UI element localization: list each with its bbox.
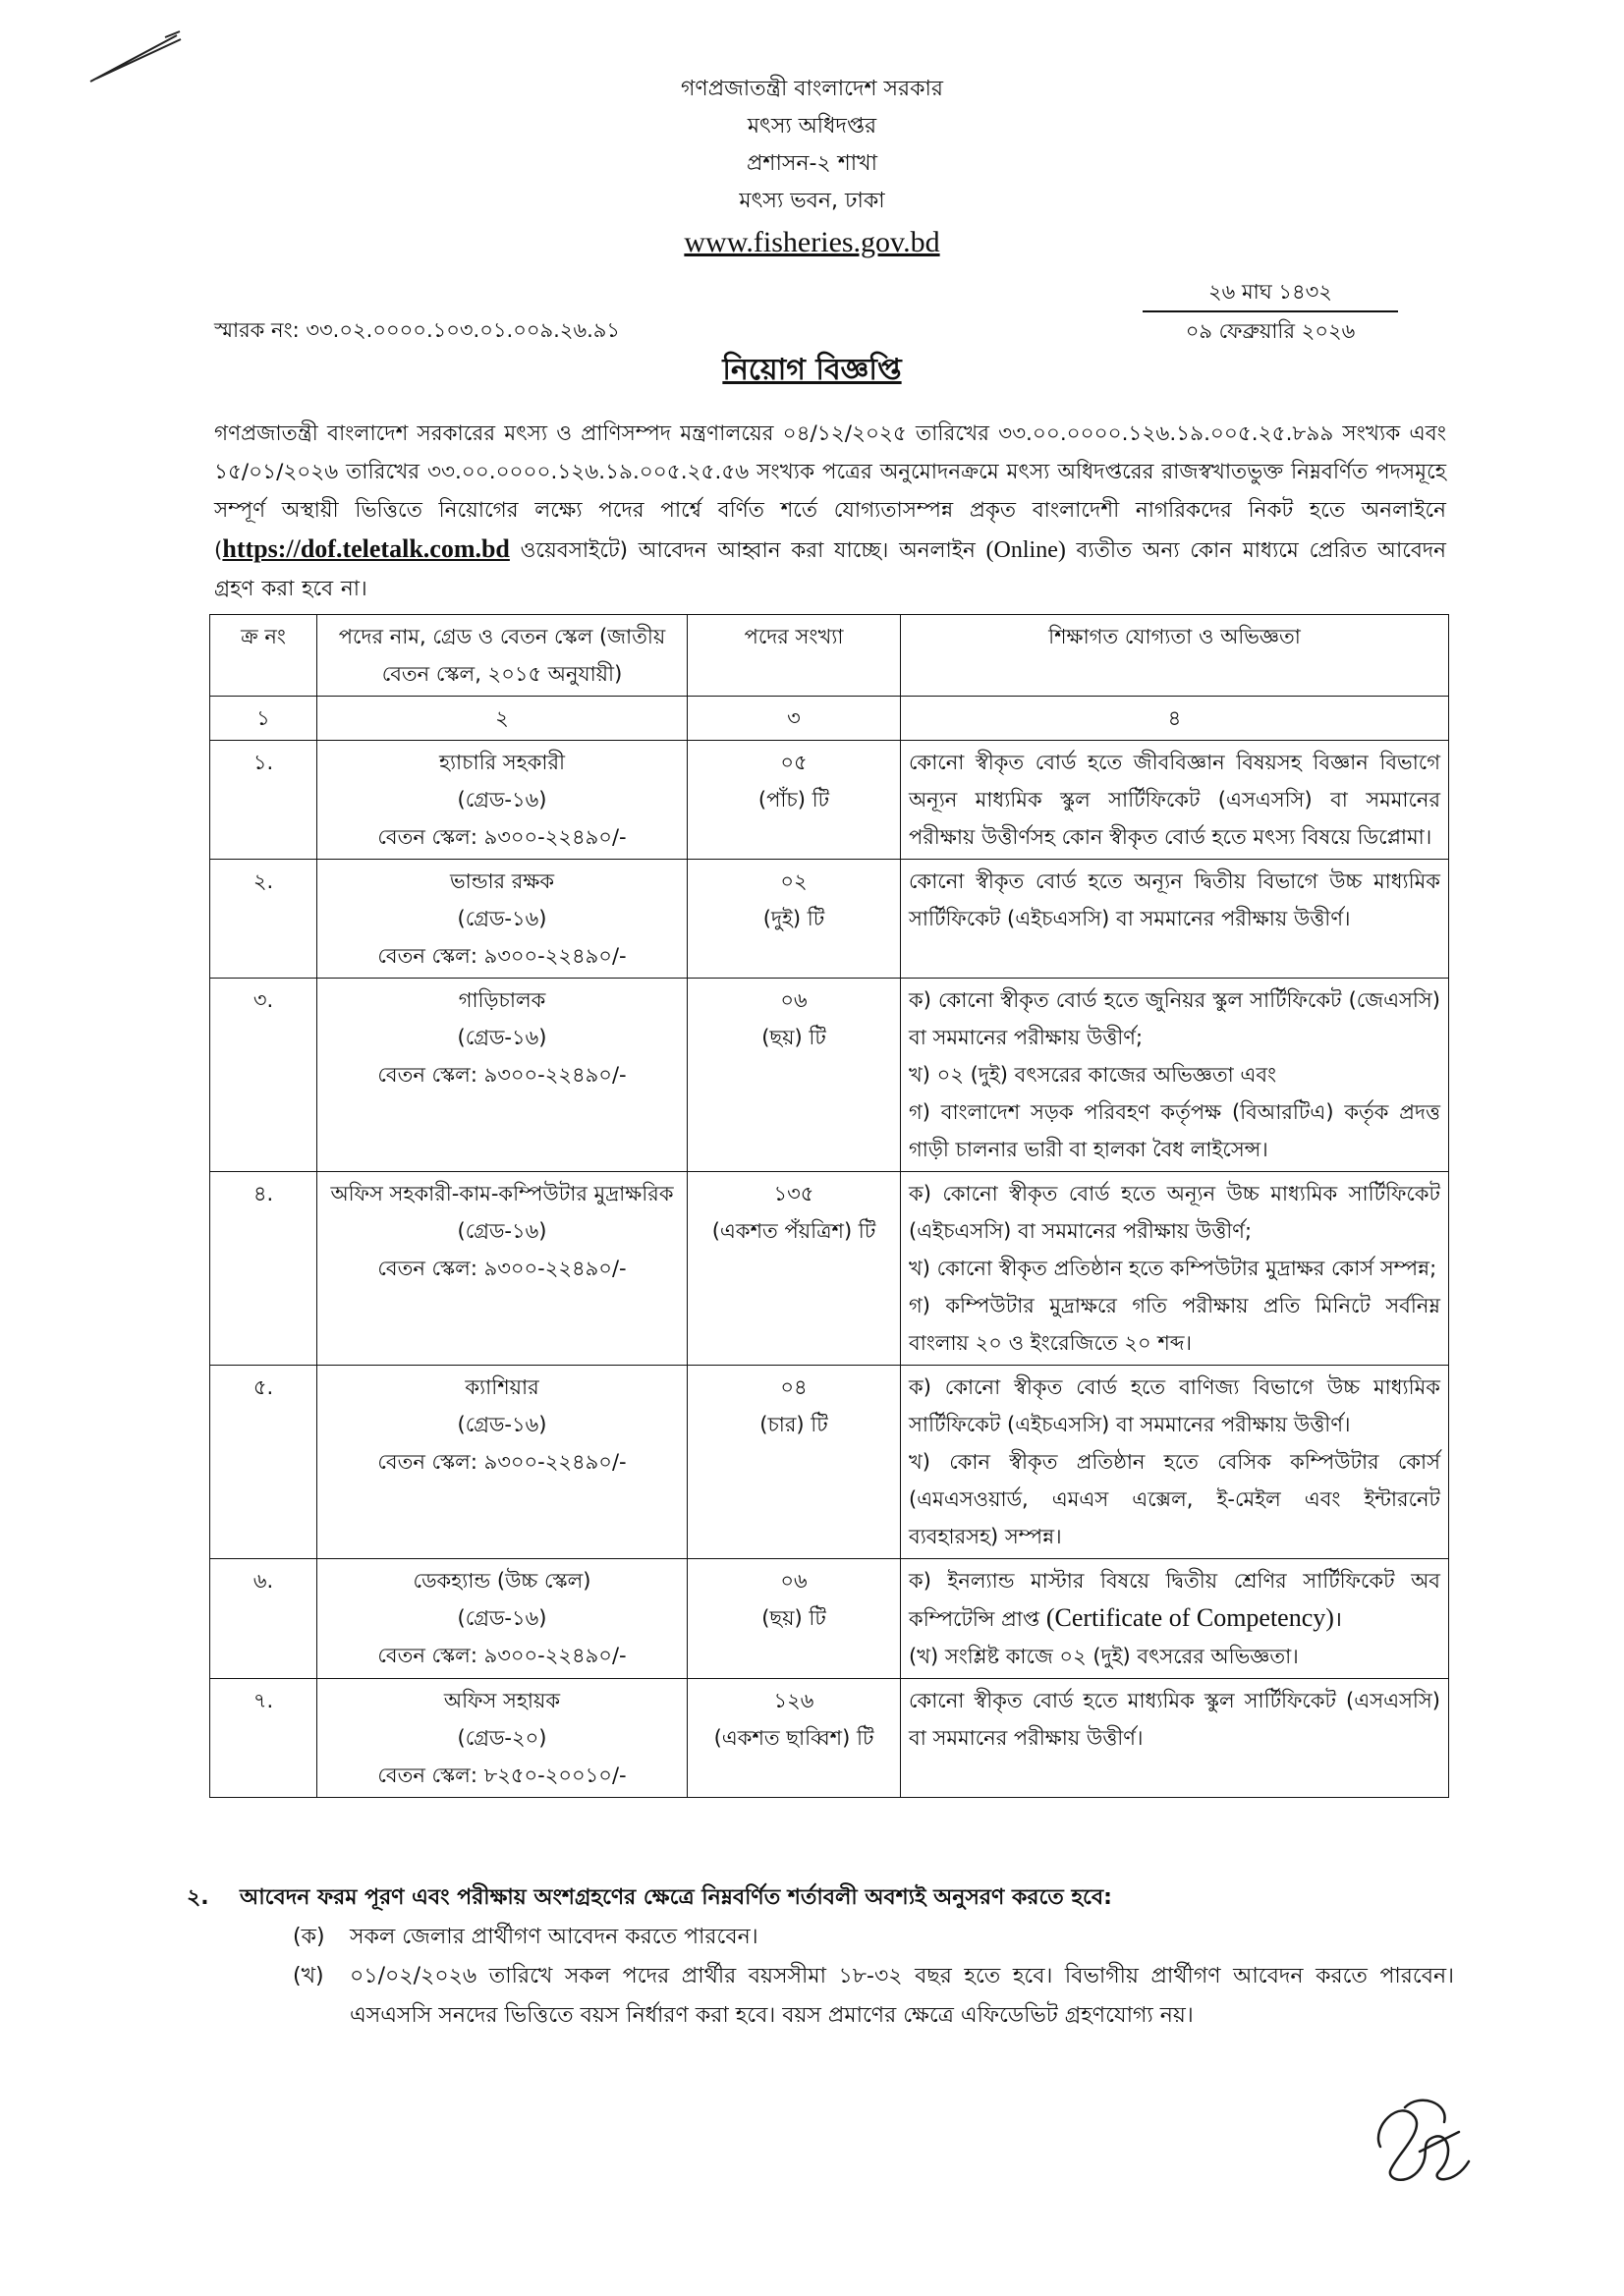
column-number-row xyxy=(210,697,1449,741)
post-name: ভান্ডার রক্ষক xyxy=(449,869,555,893)
qualification-latin: (Certificate of Competency) xyxy=(1045,1603,1334,1632)
column-number: ৪ xyxy=(901,697,1449,741)
post-cell xyxy=(317,860,688,979)
qualification-line: খ) ০২ (দুই) বৎসরের কাজের অভিজ্ঞতা এবং xyxy=(909,1063,1277,1087)
post-count-words: (দুই) টি xyxy=(762,907,825,930)
intro-text-3: ব্যতীত অন্য কোন মাধ্যমে প্রেরিত আবেদন গ্রহণ করা হবে না। xyxy=(214,538,1446,601)
post-name: ডেকহ্যান্ড (উচ্চ স্কেল) xyxy=(413,1569,591,1593)
conditions-heading xyxy=(187,1878,1454,1918)
letterhead xyxy=(0,71,1624,265)
table-row xyxy=(210,1172,1449,1366)
post-cell xyxy=(317,741,688,860)
post-grade: (গ্রেড-১৬) xyxy=(457,907,547,930)
post-count: ১২৬ xyxy=(773,1689,814,1712)
count-cell xyxy=(688,979,901,1172)
qualification-line: কোনো স্বীকৃত বোর্ড হতে অন্যূন দ্বিতীয় বিভাগে উচ্চ মাধ্যমিক সার্টিফিকেট (এইচএসসি) বা সমমানের পরীক্ষায় উত্তীর্ণ। xyxy=(909,869,1440,930)
serial-cell: ২. xyxy=(210,860,317,979)
section-heading: আবেদন ফরম পূরণ এবং পরীক্ষায় অংশগ্রহণের ক্ষেত্রে নিম্নবর্ণিত শর্তাবলী অবশ্যই অনুসরণ করতে হবে: xyxy=(240,1885,1112,1910)
post-grade: (গ্রেড-১৬) xyxy=(457,788,547,812)
condition-label: (খ) xyxy=(293,1964,324,1988)
branch-name: প্রশাসন-২ শাখা xyxy=(747,151,877,176)
table-row xyxy=(210,1679,1449,1798)
english-date: ০৯ ফেব্রুয়ারি ২০২৬ xyxy=(1185,319,1356,343)
count-cell xyxy=(688,860,901,979)
qualification-cell xyxy=(901,1366,1449,1559)
post-count-words: (পাঁচ) টি xyxy=(757,788,830,812)
office-address: মৎস্য ভবন, ঢাকা xyxy=(739,189,885,213)
qualification-line xyxy=(909,1562,1440,1638)
qualification-cell xyxy=(901,979,1449,1172)
serial-cell: ৪. xyxy=(210,1172,317,1366)
intro-text-2: ওয়েবসাইটে) আবেদন আহ্বান করা যাচ্ছে। অনলাইন xyxy=(509,538,986,563)
post-cell xyxy=(317,1679,688,1798)
post-count-words: (ছয়) টি xyxy=(761,1026,826,1049)
post-cell xyxy=(317,1172,688,1366)
application-link[interactable]: https://dof.teletalk.com.bd xyxy=(222,534,510,563)
table-row xyxy=(210,860,1449,979)
department-name: মৎস্য অধিদপ্তর xyxy=(747,114,877,139)
count-cell xyxy=(688,1366,901,1559)
qualification-line: গ) বাংলাদেশ সড়ক পরিবহণ কর্তৃপক্ষ (বিআরটিএ) কর্তৃক প্রদত্ত গাড়ী চালনার ভারী বা হালকা বৈধ লাইসেন্স। xyxy=(909,1100,1440,1161)
post-count-words: (ছয়) টি xyxy=(761,1606,826,1630)
post-scale: বেতন স্কেল: ৯৩০০-২২৪৯০/- xyxy=(377,1450,627,1474)
post-scale: বেতন স্কেল: ৮২৫০-২০০১০/- xyxy=(377,1764,627,1787)
column-number: ৩ xyxy=(688,697,901,741)
post-scale: বেতন স্কেল: ৯৩০০-২২৪৯০/- xyxy=(377,944,627,968)
qualification-cell xyxy=(901,1172,1449,1366)
table-row xyxy=(210,1366,1449,1559)
post-cell xyxy=(317,979,688,1172)
count-cell xyxy=(688,741,901,860)
qualification-text: । xyxy=(1333,1607,1342,1631)
qualification-line: খ) কোনো স্বীকৃত প্রতিষ্ঠান হতে কম্পিউটার মুদ্রাক্ষর কোর্স সম্পন্ন; xyxy=(909,1257,1437,1280)
serial-cell: ৩. xyxy=(210,979,317,1172)
condition-text: সকল জেলার প্রার্থীগণ আবেদন করতে পারবেন। xyxy=(350,1925,758,1949)
post-grade: (গ্রেড-১৬) xyxy=(457,1026,547,1049)
header-serial: ক্র নং xyxy=(210,615,317,697)
post-count: ১৩৫ xyxy=(773,1182,814,1205)
post-scale: বেতন স্কেল: ৯৩০০-২২৪৯০/- xyxy=(377,825,627,849)
qualification-cell xyxy=(901,1679,1449,1798)
table-row xyxy=(210,741,1449,860)
count-cell xyxy=(688,1172,901,1366)
post-scale: বেতন স্কেল: ৯৩০০-২২৪৯০/- xyxy=(377,1063,627,1087)
qualification-line: ক) কোনো স্বীকৃত বোর্ড হতে জুনিয়র স্কুল সার্টিফিকেট (জেএসসি) বা সমমানের পরীক্ষায় উত্তীর্ণ; xyxy=(909,988,1440,1049)
date-block xyxy=(1143,273,1398,350)
memo-number: স্মারক নং: ৩৩.০২.০০০০.১০৩.০১.০০৯.২৬.৯১ xyxy=(214,318,621,342)
condition-label: (ক) xyxy=(293,1925,325,1949)
bangla-date: ২৬ মাঘ ১৪৩২ xyxy=(1143,273,1398,312)
post-scale: বেতন স্কেল: ৯৩০০-২২৪৯০/- xyxy=(377,1644,627,1667)
serial-cell: ৬. xyxy=(210,1559,317,1679)
count-cell xyxy=(688,1559,901,1679)
signature xyxy=(1361,2088,1479,2196)
serial-cell: ৭. xyxy=(210,1679,317,1798)
table-row xyxy=(210,979,1449,1172)
table-row xyxy=(210,1559,1449,1679)
condition-item xyxy=(293,1957,1454,2036)
count-cell xyxy=(688,1679,901,1798)
post-grade: (গ্রেড-১৬) xyxy=(457,1606,547,1630)
post-name: ক্যাশিয়ার xyxy=(465,1375,539,1399)
website-link[interactable]: www.fisheries.gov.bd xyxy=(684,226,940,258)
section-number: ২. xyxy=(187,1885,209,1910)
header-count: পদের সংখ্যা xyxy=(688,615,901,697)
qualification-line: ক) কোনো স্বীকৃত বোর্ড হতে বাণিজ্য বিভাগে উচ্চ মাধ্যমিক সার্টিফিকেট (এইচএসসি) বা সমমানের পরীক্ষায় উত্তীর্ণ। xyxy=(909,1375,1440,1436)
post-cell xyxy=(317,1559,688,1679)
post-count: ০৬ xyxy=(780,1569,808,1593)
condition-text: ০১/০২/২০২৬ তারিখে সকল পদের প্রার্থীর বয়সসীমা ১৮-৩২ বছর হতে হবে। বিভাগীয় প্রার্থীগণ আবেদন করতে পারবেন। এসএসসি সনদের ভিত্তিতে বয়স নির্ধারণ করা হবে। বয়স প্রমাণের ক্ষেত্রে এফিডেভিট গ্রহণযোগ্য নয়। xyxy=(350,1964,1454,2028)
post-count: ০২ xyxy=(780,869,808,893)
qualification-cell xyxy=(901,1559,1449,1679)
header-post: পদের নাম, গ্রেড ও বেতন স্কেল (জাতীয় বেতন স্কেল, ২০১৫ অনুযায়ী) xyxy=(317,615,688,697)
column-number: ১ xyxy=(210,697,317,741)
column-number: ২ xyxy=(317,697,688,741)
post-grade: (গ্রেড-২০) xyxy=(457,1726,547,1750)
post-cell xyxy=(317,1366,688,1559)
post-count-words: (একশত ছাব্বিশ) টি xyxy=(713,1726,874,1750)
conditions-section xyxy=(187,1878,1454,2036)
qualification-cell xyxy=(901,741,1449,860)
post-name: হ্যাচারি সহকারী xyxy=(438,751,566,774)
qualification-line: খ) কোন স্বীকৃত প্রতিষ্ঠান হতে বেসিক কম্পিউটার কোর্স (এমএসওয়ার্ড, এমএস এক্সেল, ই-মেইল এবং ইন্টারনেট ব্যবহারসহ) সম্পন্ন। xyxy=(909,1450,1440,1548)
post-grade: (গ্রেড-১৬) xyxy=(457,1413,547,1436)
serial-cell: ৫. xyxy=(210,1366,317,1559)
qualification-line: ক) কোনো স্বীকৃত বোর্ড হতে অন্যূন উচ্চ মাধ্যমিক সার্টিফিকেট (এইচএসসি) বা সমমানের পরীক্ষায় উত্তীর্ণ; xyxy=(909,1182,1440,1243)
qualification-cell xyxy=(901,860,1449,979)
qualification-line: কোনো স্বীকৃত বোর্ড হতে জীববিজ্ঞান বিষয়সহ বিজ্ঞান বিভাগে অন্যূন মাধ্যমিক স্কুল সার্টিফিকেট (এসএসসি) বা সমমানের পরীক্ষায় উত্তীর্ণসহ কোন স্বীকৃত বোর্ড হতে মৎস্য বিষয়ে ডিপ্লোমা। xyxy=(909,751,1440,849)
intro-text-1: গণপ্রজাতন্ত্রী বাংলাদেশ সরকারের মৎস্য ও প্রাণিসম্পদ মন্ত্রণালয়ের ০৪/১২/২০২৫ তারিখের ৩৩.০০.০০০০.১২৬.১৯.০০৫.২৫.৮৯৯ সংখ্যক এবং ১৫/০১/২০২৬ তারিখের ৩৩.০০.০০০০.১২৬.১৯.০০৫.২৫.৫৬ সংখ্যক পত্রের অনুমোদনক্রমে মৎস্য অধিদপ্তরের রাজস্বখাতভুক্ত নিম্নবর্ণিত পদসমূহে সম্পূর্ণ অস্থায়ী ভিত্তিতে নিয়োগের লক্ষ্যে পদের পার্শ্বে বর্ণিত শর্তে যোগ্যতাসম্পন্ন প্রকৃত বাংলাদেশী নাগরিকদের নিকট হতে অনলাইনে ( xyxy=(214,421,1446,563)
serial-cell: ১. xyxy=(210,741,317,860)
intro-paragraph xyxy=(214,415,1446,608)
qualification-text: ক) ইনল্যান্ড মাস্টার বিষয়ে দ্বিতীয় শ্রেণির সার্টিফিকেট অব কম্পিটেন্সি প্রাপ্ত xyxy=(909,1569,1440,1631)
posts-table xyxy=(209,614,1449,1798)
header-qualification: শিক্ষাগত যোগ্যতা ও অভিজ্ঞতা xyxy=(901,615,1449,697)
post-scale: বেতন স্কেল: ৯৩০০-২২৪৯০/- xyxy=(377,1257,627,1280)
post-count: ০৬ xyxy=(780,988,808,1012)
qualification-line: কোনো স্বীকৃত বোর্ড হতে মাধ্যমিক স্কুল সার্টিফিকেট (এসএসসি) বা সমমানের পরীক্ষায় উত্তীর্ণ। xyxy=(909,1689,1440,1750)
page-title: নিয়োগ বিজ্ঞপ্তি xyxy=(722,353,902,387)
qualification-line: গ) কম্পিউটার মুদ্রাক্ষরে গতি পরীক্ষায় প্রতি মিনিটে সর্বনিম্ন বাংলায় ২০ ও ইংরেজিতে ২০ শব্দ। xyxy=(909,1294,1440,1355)
post-count: ০৪ xyxy=(780,1375,808,1399)
post-grade: (গ্রেড-১৬) xyxy=(457,1219,547,1243)
post-name: অফিস সহকারী-কাম-কম্পিউটার মুদ্রাক্ষরিক xyxy=(330,1182,674,1205)
table-header-row xyxy=(210,615,1449,697)
qualification-line: (খ) সংশ্লিষ্ট কাজে ০২ (দুই) বৎসরের অভিজ্ঞতা। xyxy=(909,1645,1299,1668)
govt-name: গণপ্রজাতন্ত্রী বাংলাদেশ সরকার xyxy=(680,77,944,101)
post-count: ০৫ xyxy=(780,751,808,774)
post-name: গাড়িচালক xyxy=(458,988,546,1012)
post-name: অফিস সহায়ক xyxy=(443,1689,561,1712)
post-count-words: (চার) টি xyxy=(759,1413,828,1436)
online-word: (Online) xyxy=(985,537,1066,563)
post-count-words: (একশত পঁয়ত্রিশ) টি xyxy=(711,1219,876,1243)
condition-item xyxy=(293,1918,1454,1957)
